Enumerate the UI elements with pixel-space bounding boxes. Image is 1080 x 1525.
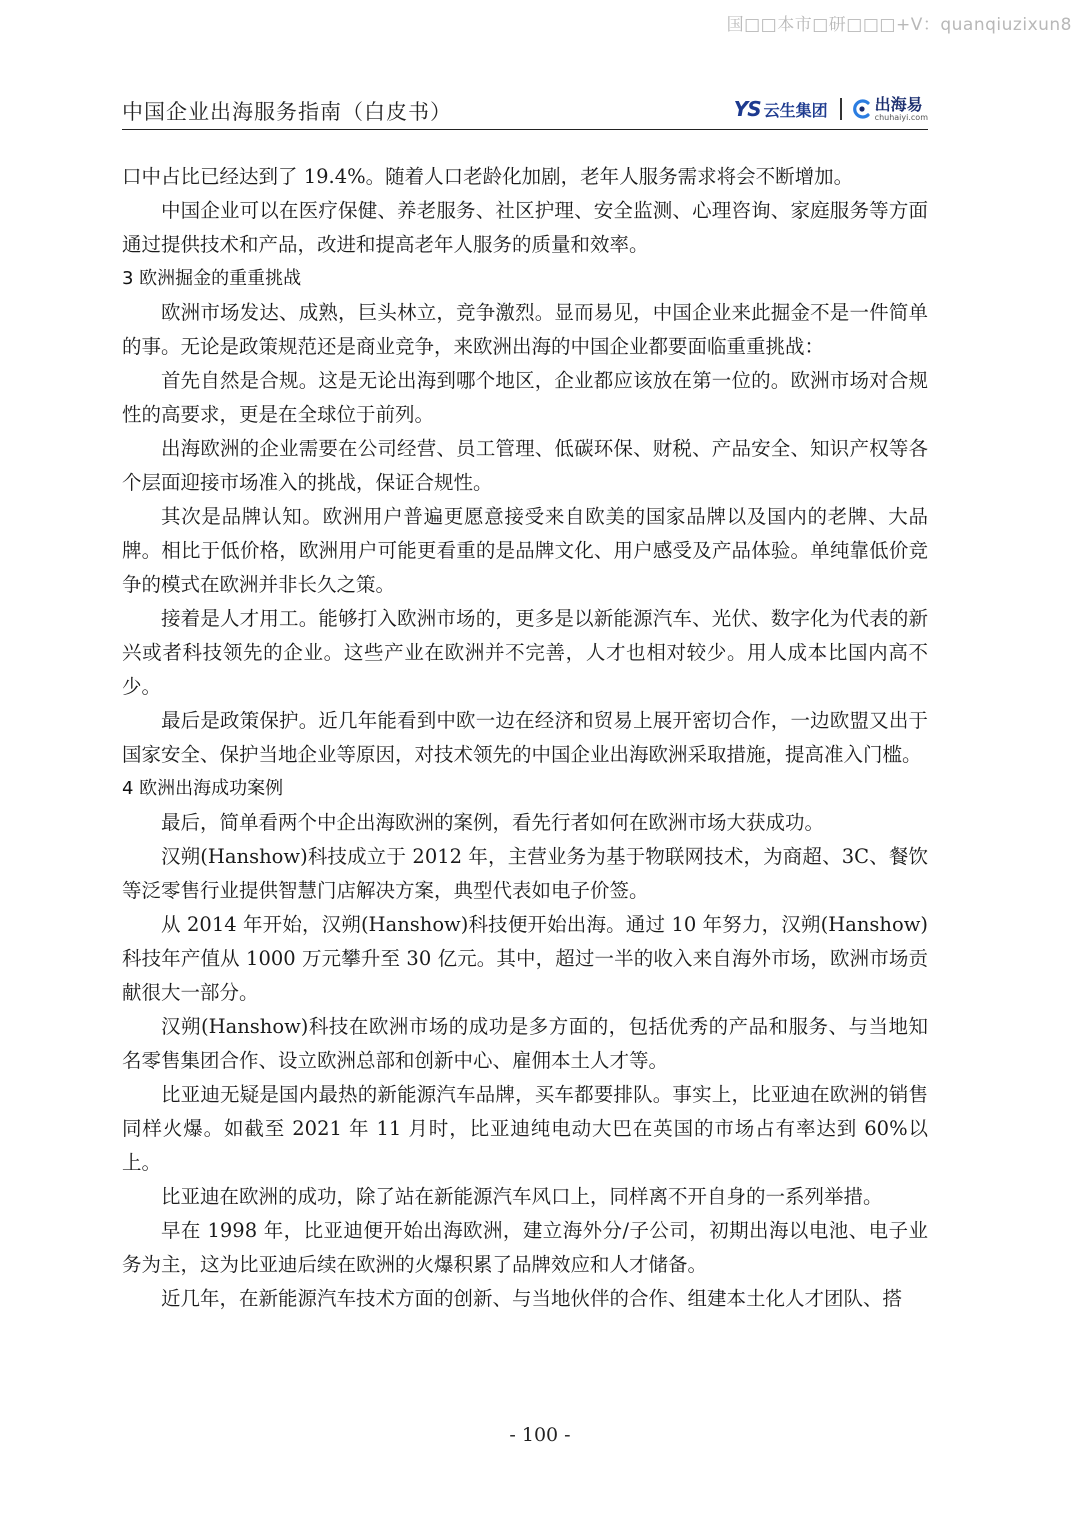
- chuhaiyi-logo: [852, 94, 928, 122]
- page-body: [122, 160, 928, 1316]
- chuhaiyi-logo-name: 出海易: [874, 94, 923, 114]
- paragraph: 最后，简单看两个中企出海欧洲的案例，看先行者如何在欧洲市场大获成功。: [161, 811, 825, 834]
- paragraph: 比亚迪在欧洲的成功，除了站在新能源汽车风口上，同样离不开自身的一系列举措。: [161, 1185, 883, 1208]
- paragraph: 比亚迪无疑是国内最热的新能源汽车品牌，买车都要排队。事实上，比亚迪在欧洲的销售同样火爆。如截至 2021 年 11 月时，比亚迪纯电动大巴在英国的市场占有率达到 60%以上。: [122, 1083, 928, 1174]
- chuhaiyi-logo-url: chuhaiyi.com: [874, 112, 928, 122]
- paragraph: 汉朔(Hanshow)科技在欧洲市场的成功是多方面的，包括优秀的产品和服务、与当地知名零售集团合作、设立欧洲总部和创新中心、雇佣本土人才等。: [122, 1015, 928, 1072]
- paragraph: 汉朔(Hanshow)科技成立于 2012 年，主营业务为基于物联网技术，为商超、3C、餐饮等泛零售行业提供智慧门店解决方案，典型代表如电子价签。: [122, 845, 928, 902]
- paragraph: 从 2014 年开始，汉朔(Hanshow)科技便开始出海。通过 10 年努力，汉朔(Hanshow)科技年产值从 1000 万元攀升至 30 亿元。其中，超过一半的收入来自海外市场，欧洲市场贡献很大一部分。: [122, 913, 928, 1004]
- section-heading-4: 4 欧洲出海成功案例: [122, 778, 284, 799]
- paragraph: 首先自然是合规。这是无论出海到哪个地区，企业都应该放在第一位的。欧洲市场对合规性的高要求，更是在全球位于前列。: [122, 369, 928, 426]
- header-rule: [122, 129, 928, 130]
- yunsheng-group-logo: [734, 97, 828, 121]
- paragraph: 中国企业可以在医疗保健、养老服务、社区护理、安全监测、心理咨询、家庭服务等方面通过提供技术和产品，改进和提高老年人服务的质量和效率。: [122, 199, 928, 256]
- paragraph: 早在 1998 年，比亚迪便开始出海欧洲，建立海外分/子公司，初期出海以电池、电子业务为主，这为比亚迪后续在欧洲的火爆积累了品牌效应和人才储备。: [122, 1219, 928, 1276]
- header-logos: [734, 92, 928, 126]
- document-title: 中国企业出海服务指南（白皮书）: [122, 100, 452, 124]
- paragraph: 近几年，在新能源汽车技术方面的创新、与当地伙伴的合作、组建本土化人才团队、搭: [161, 1287, 903, 1310]
- chuhaiyi-logo-icon: [852, 99, 872, 119]
- page-header: [122, 92, 928, 126]
- ys-logo-name: 云生集团: [763, 100, 828, 120]
- page-number: - 100 -: [509, 1424, 571, 1446]
- paragraph: 接着是人才用工。能够打入欧洲市场的，更多是以新能源汽车、光伏、数字化为代表的新兴或者科技领先的企业。这些产业在欧洲并不完善，人才也相对较少。用人成本比国内高不少。: [122, 607, 928, 698]
- logo-divider: [840, 98, 842, 120]
- paragraph: 出海欧洲的企业需要在公司经营、员工管理、低碳环保、财税、产品安全、知识产权等各个层面迎接市场准入的挑战，保证合规性。: [122, 437, 928, 494]
- paragraph: 口中占比已经达到了 19.4%。随着人口老龄化加剧，老年人服务需求将会不断增加。: [122, 165, 854, 188]
- ys-logo-mark: YS: [733, 97, 761, 121]
- paragraph: 欧洲市场发达、成熟，巨头林立，竞争激烈。显而易见，中国企业来此掘金不是一件简单的事。无论是政策规范还是商业竞争，来欧洲出海的中国企业都要面临重重挑战：: [122, 301, 928, 358]
- section-heading-3: 3 欧洲掘金的重重挑战: [122, 268, 302, 289]
- paragraph: 最后是政策保护。近几年能看到中欧一边在经济和贸易上展开密切合作，一边欧盟又出于国家安全、保护当地企业等原因，对技术领先的中国企业出海欧洲采取措施，提高准入门槛。: [122, 709, 928, 766]
- watermark-text: 国□□本市□研□□□+V：quanqiuzixun8: [726, 15, 1072, 35]
- paragraph: 其次是品牌认知。欧洲用户普遍更愿意接受来自欧美的国家品牌以及国内的老牌、大品牌。相比于低价格，欧洲用户可能更看重的是品牌文化、用户感受及产品体验。单纯靠低价竞争的模式在欧洲并非长久之策。: [122, 505, 928, 596]
